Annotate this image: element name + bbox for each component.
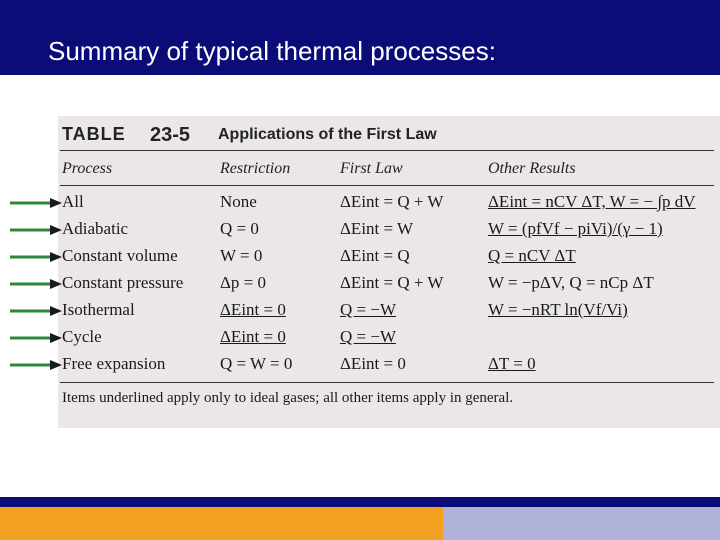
cell-other-results: W = −pΔV, Q = nCp ΔT [488, 273, 654, 292]
cell-restriction: ΔEint = 0 [220, 327, 286, 346]
table-row [58, 327, 718, 353]
cell-process: Adiabatic [62, 219, 129, 238]
cell-first-law: Q = −W [340, 327, 396, 346]
table-image [58, 116, 720, 428]
footer-rule [0, 497, 720, 507]
right-arrow-icon [10, 306, 62, 316]
cell-restriction: Q = 0 [220, 219, 259, 238]
right-arrow-icon [10, 252, 62, 262]
cell-first-law: ΔEint = W [340, 219, 414, 238]
table-note: Items underlined apply only to ideal gases; all other items apply in general. [62, 390, 514, 406]
right-arrow-icon [10, 279, 62, 289]
cell-process: All [62, 192, 84, 211]
cell-other-results: Q = nCV ΔT [488, 246, 576, 265]
table-row [58, 246, 718, 272]
title-bar [0, 0, 720, 75]
table-row [58, 273, 718, 299]
cell-first-law: ΔEint = Q + W [340, 273, 444, 292]
table-label: TABLE [62, 124, 126, 144]
cell-process: Constant volume [62, 246, 178, 265]
cell-other-results: ΔEint = nCV ΔT, W = − ∫p dV [488, 192, 696, 211]
cell-first-law: ΔEint = Q + W [340, 192, 444, 211]
right-arrow-icon [10, 198, 62, 208]
cell-first-law: Q = −W [340, 300, 396, 319]
table-number: 23-5 [150, 124, 191, 146]
cell-restriction: Q = W = 0 [220, 354, 293, 373]
table-row [58, 219, 718, 245]
cell-restriction: ΔEint = 0 [220, 300, 286, 319]
table-row [58, 192, 718, 218]
cell-process: Constant pressure [62, 273, 184, 292]
cell-restriction: None [220, 192, 257, 211]
header-process: Process [62, 160, 113, 177]
table-top-rule [60, 150, 714, 151]
table-row [58, 354, 718, 380]
right-arrow-icon [10, 225, 62, 235]
cell-process: Isothermal [62, 300, 135, 319]
right-arrow-icon [10, 333, 62, 343]
cell-process: Cycle [62, 327, 102, 346]
cell-first-law: ΔEint = Q [340, 246, 410, 265]
footer-band-orange [0, 507, 443, 540]
cell-first-law: ΔEint = 0 [340, 354, 406, 373]
right-arrow-icon [10, 360, 62, 370]
table-header-rule [60, 185, 714, 186]
cell-other-results: W = (pfVf − piVi)/(γ − 1) [488, 219, 663, 238]
header-other-results: Other Results [488, 160, 576, 177]
table-bottom-rule [60, 382, 714, 383]
header-first-law: First Law [340, 160, 403, 177]
slide-title: Summary of typical thermal processes: [48, 36, 496, 66]
footer-band-lilac [443, 507, 720, 540]
header-restriction: Restriction [220, 160, 291, 177]
cell-other-results: ΔT = 0 [488, 354, 536, 373]
table-caption: Applications of the First Law [218, 126, 437, 143]
cell-process: Free expansion [62, 354, 166, 373]
cell-other-results: W = −nRT ln(Vf/Vi) [488, 300, 628, 319]
cell-restriction: Δp = 0 [220, 273, 267, 292]
cell-restriction: W = 0 [220, 246, 263, 265]
table-row [58, 300, 718, 326]
